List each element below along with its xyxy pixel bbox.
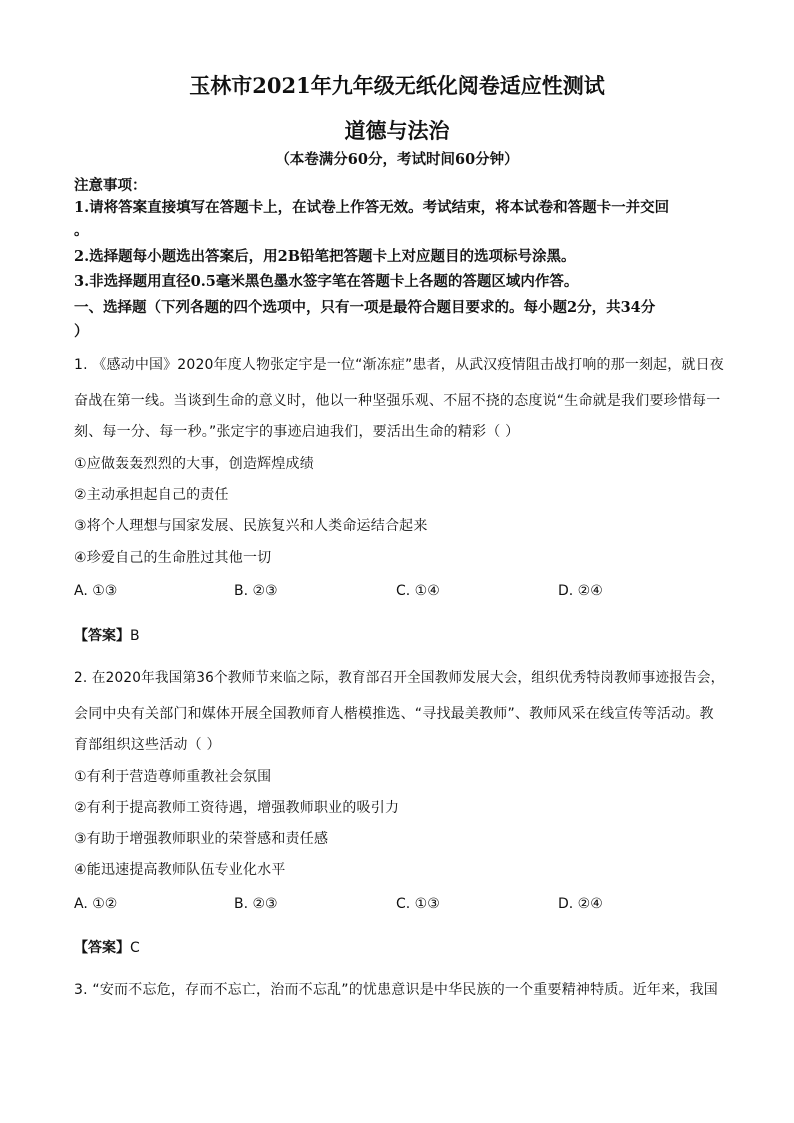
section-heading-cont: ） bbox=[74, 323, 89, 340]
notice-line-2: 2.选择题每小题选出答案后，用2B铅笔把答题卡上对应题目的选项标号涂黑。 bbox=[74, 248, 576, 265]
q2-option-d: D. ②④ bbox=[558, 896, 603, 912]
q2-item-1: ①有利于营造尊师重教社会氛围 bbox=[74, 769, 272, 785]
q2-option-c: C. ①③ bbox=[396, 896, 440, 912]
answer-value: B bbox=[130, 628, 140, 644]
q1-item-3: ③将个人理想与国家发展、民族复兴和人类命运结合起来 bbox=[74, 518, 428, 534]
q2-option-b: B. ②③ bbox=[234, 896, 278, 912]
q1-option-b: B. ②③ bbox=[234, 583, 278, 599]
answer-value: C bbox=[130, 940, 140, 956]
q1-option-d: D. ②④ bbox=[558, 583, 603, 599]
exam-title: 玉林市2021年九年级无纸化阅卷适应性测试 bbox=[189, 73, 605, 98]
q1-item-1: ①应做轰轰烈烈的大事，创造辉煌成绩 bbox=[74, 456, 314, 472]
q1-stem-line-3: 刻、每一分、每一秒。”张定宇的事迹启迪我们，要活出生命的精彩（ ） bbox=[74, 424, 520, 440]
q1-stem-line-2: 奋战在第一线。当谈到生命的意义时，他以一种坚强乐观、不屈不挠的态度说“生命就是我们要珍惜每一 bbox=[74, 393, 721, 409]
q2-item-3: ③有助于增强教师职业的荣誉感和责任感 bbox=[74, 831, 329, 847]
answer-tag: 【答案】 bbox=[74, 940, 130, 956]
q1-stem-line-1: 1. 《感动中国》2020年度人物张定宇是一位“渐冻症”患者，从武汉疫情阻击战打响的那一刻起，就日夜 bbox=[74, 357, 724, 373]
q1-option-c: C. ①④ bbox=[396, 583, 440, 599]
answer-tag: 【答案】 bbox=[74, 628, 130, 644]
q2-stem-line-2: 会同中央有关部门和媒体开展全国教师育人楷模推选、“寻找最美教师”、教师风采在线宣传等活动。教 bbox=[74, 706, 714, 722]
q1-answer bbox=[74, 625, 140, 645]
q3-stem-line-1: 3. “安而不忘危，存而不忘亡，治而不忘乱”的忧患意识是中华民族的一个重要精神特质。近年来，我国 bbox=[74, 982, 718, 998]
subject-title: 道德与法治 bbox=[344, 118, 450, 143]
q2-answer bbox=[74, 937, 140, 957]
q2-stem-line-1: 2. 在2020年我国第36个教师节来临之际，教育部召开全国教师发展大会，组织优秀特岗教师事迹报告会， bbox=[74, 670, 725, 686]
q2-stem-line-3: 育部组织这些活动（ ） bbox=[74, 737, 221, 753]
q2-item-4: ④能迅速提高教师队伍专业化水平 bbox=[74, 862, 286, 878]
notice-line-3: 3.非选择题用直径0.5毫米黑色墨水签字笔在答题卡上各题的答题区域内作答。 bbox=[74, 273, 579, 290]
notice-heading: 注意事项： bbox=[74, 177, 147, 194]
q1-item-2: ②主动承担起自己的责任 bbox=[74, 487, 229, 503]
notice-line-1: 1.请将答案直接填写在答题卡上，在试卷上作答无效。考试结束，将本试卷和答题卡一并交回 bbox=[74, 199, 670, 216]
exam-info: （本卷满分60分，考试时间60分钟） bbox=[275, 151, 519, 168]
q1-item-4: ④珍爱自己的生命胜过其他一切 bbox=[74, 550, 272, 566]
section-heading: 一、选择题（下列各题的四个选项中，只有一项是最符合题目要求的。每小题2分，共34分 bbox=[74, 299, 656, 316]
q2-item-2: ②有利于提高教师工资待遇，增强教师职业的吸引力 bbox=[74, 800, 400, 816]
q2-option-a: A. ①② bbox=[74, 896, 118, 912]
q1-option-a: A. ①③ bbox=[74, 583, 118, 599]
notice-line-1-cont: 。 bbox=[74, 222, 89, 239]
